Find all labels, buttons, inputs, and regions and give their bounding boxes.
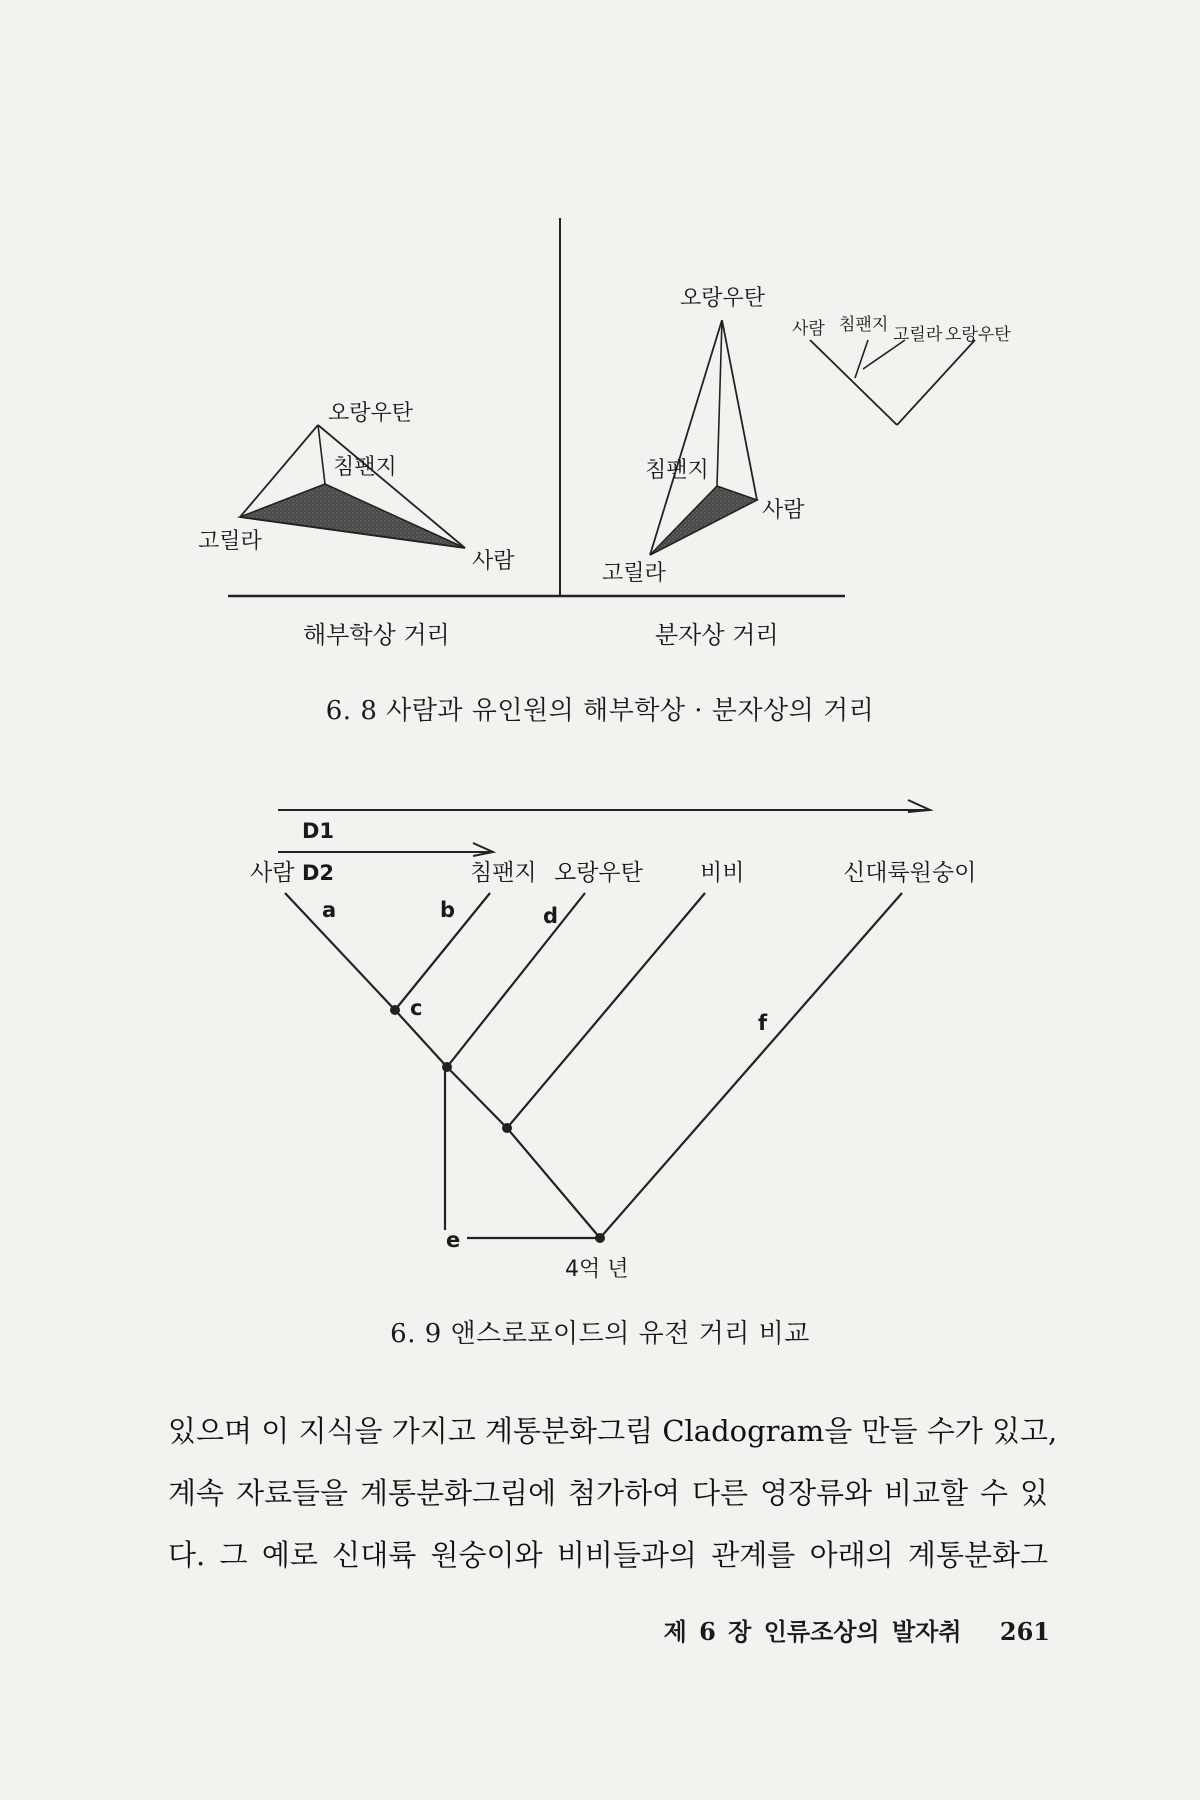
page-footer bbox=[664, 1612, 1050, 1647]
taxon-orangutan: 오랑우탄 bbox=[554, 860, 643, 886]
d1-label: D1 bbox=[302, 819, 335, 843]
molecular-distance-pyramid bbox=[602, 286, 805, 586]
tree-orangutan-label: 오랑우탄 bbox=[945, 325, 1011, 345]
anat-chimpanzee-label: 침팬지 bbox=[333, 455, 397, 480]
tree-human-label: 사람 bbox=[792, 319, 825, 339]
anat-human-label: 사람 bbox=[472, 549, 515, 574]
anatomical-distance-pyramid bbox=[198, 401, 515, 574]
branch-label-f: f bbox=[758, 1011, 768, 1035]
anatomical-distance-label: 해부학상 거리 bbox=[303, 621, 450, 649]
molecular-distance-label: 분자상 거리 bbox=[655, 621, 779, 649]
figure-6-9-caption: 6. 9 앤스로포이드의 유전 거리 비교 bbox=[390, 1319, 810, 1349]
tree-chimpanzee-label: 침팬지 bbox=[839, 315, 889, 335]
mol-gorilla-label: 고릴라 bbox=[602, 561, 666, 586]
anat-gorilla-label: 고릴라 bbox=[198, 529, 262, 554]
phylogeny-branches bbox=[285, 893, 902, 1238]
taxon-baboon: 비비 bbox=[700, 860, 745, 886]
mol-orangutan-label: 오랑우탄 bbox=[680, 286, 766, 311]
body-line-2: 계속 자료들을 계통분화그림에 첨가하여 다른 영장류와 비교할 수 있 bbox=[168, 1476, 1048, 1510]
branch-label-a: a bbox=[322, 898, 337, 922]
figure-6-8-caption: 6. 8 사람과 유인원의 해부학상 · 분자상의 거리 bbox=[325, 696, 875, 726]
node-human-chimp bbox=[390, 1005, 400, 1015]
page-number: 261 bbox=[999, 1617, 1050, 1646]
body-line-3: 다. 그 예로 신대륙 원숭이와 비비들과의 관계를 아래의 계통분화그 bbox=[168, 1538, 1048, 1572]
taxon-new-world-monkey: 신대륙원숭이 bbox=[843, 860, 977, 886]
body-paragraph bbox=[168, 1400, 1058, 1586]
branch-label-d: d bbox=[543, 904, 559, 928]
taxon-human: 사람 bbox=[250, 860, 295, 886]
taxon-chimpanzee: 침팬지 bbox=[470, 860, 537, 886]
anatomical-shaded-face bbox=[240, 484, 465, 548]
chapter-title: 제 6 장 인류조상의 발자취 bbox=[663, 1617, 962, 1646]
anat-orangutan-label: 오랑우탄 bbox=[328, 401, 414, 426]
branch-label-e: e bbox=[446, 1228, 461, 1252]
body-line-1: 있으며 이 지식을 가지고 계통분화그림 Cladogram을 만들 수가 있고, bbox=[168, 1414, 1058, 1448]
node-baboon bbox=[502, 1123, 512, 1133]
node-orangutan bbox=[442, 1062, 452, 1072]
figure-6-8 bbox=[198, 218, 1011, 649]
time-label: 4억 년 bbox=[565, 1257, 629, 1282]
d2-label: D2 bbox=[302, 861, 335, 885]
mol-human-label: 사람 bbox=[762, 498, 805, 523]
small-cladogram bbox=[792, 314, 1011, 425]
molecular-shaded-face bbox=[650, 486, 757, 555]
node-root bbox=[595, 1233, 605, 1243]
mol-chimpanzee-label: 침팬지 bbox=[645, 458, 709, 483]
branch-label-b: b bbox=[440, 898, 456, 922]
branch-label-c: c bbox=[410, 996, 423, 1020]
tree-gorilla-label: 고릴라 bbox=[893, 325, 943, 345]
figure-6-9 bbox=[250, 800, 976, 1282]
